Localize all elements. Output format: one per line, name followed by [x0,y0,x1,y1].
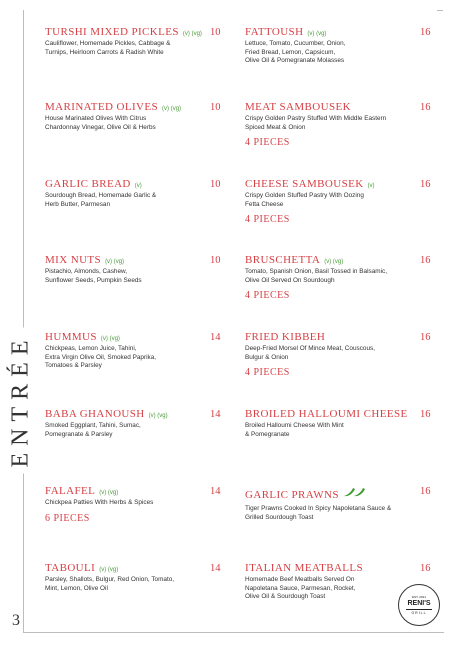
description-line: Parsley, Shallots, Bulgur, Red Onion, Tomato, [45,576,175,583]
description-line: Pistachio, Almonds, Cashew, [45,268,128,275]
menu-item-description [45,576,235,593]
dietary-tags: (v) (vg) [99,490,119,496]
description-line: Pomegranate & Parsley [45,430,113,438]
piece-count: 4 PIECES [245,367,290,379]
menu-item-price: 14 [210,409,221,420]
menu-item-price: 16 [420,409,431,420]
menu-item-name: FATTOUSH [245,26,304,38]
description-line: Extra Virgin Olive Oil, Smoked Paprika, [45,353,157,361]
menu-item-description [245,268,435,285]
logo-sub: GRILL [411,611,427,615]
dietary-tags: (v) (vg) [99,567,119,573]
menu-item [45,254,235,285]
description-line: Homemade Beef Meatballs Served On [245,576,355,583]
description-line: Chardonnay Vinegar, Olive Oil & Herbs [45,123,156,131]
logo-divider [406,609,432,610]
menu-item-header [45,101,235,113]
menu-item [245,178,435,225]
menu-item-name: MIX NUTS [45,254,102,266]
description-line: Tomato, Spanish Onion, Basil Tossed in Balsamic, [245,268,387,275]
description-line: Sunflower Seeds, Pumpkin Seeds [45,276,142,284]
menu-item-description [245,422,435,439]
description-line: Lettuce, Tomato, Cucumber, Onion, [245,40,346,47]
menu-item-header [245,26,435,38]
frame-corner [437,10,443,11]
description-line: Grilled Sourdough Toast [245,513,314,521]
menu-item-header [45,331,235,343]
page-number: 3 [12,612,20,629]
menu-item-description [45,40,235,57]
section-title: ENTRÉE [8,327,35,473]
menu-item-name: BRUSCHETTA [245,254,321,266]
menu-item-name: BROILED HALLOUMI CHEESE [245,408,408,420]
menu-item-name: FALAFEL [45,485,96,497]
menu-item-price: 10 [210,102,221,113]
menu-item-header [245,331,435,343]
description-line: Olive Oil & Pomegranate Molasses [245,57,345,65]
menu-item-name: TABOULI [45,562,96,574]
menu-item-price: 10 [210,255,221,266]
description-line: Mint, Lemon, Olive Oil [45,584,108,592]
dietary-tags: (v) (vg) [307,31,327,37]
menu-item [245,26,435,66]
description-line: Olive Oil Served On Sourdough [245,276,335,284]
description-line: House Marinated Olives With Citrus [45,115,147,122]
dietary-tags: (v) [134,183,142,189]
description-line: Crispy Golden Stuffed Pastry With Oozing [245,192,364,199]
menu-item-price: 16 [420,179,431,190]
menu-item-header [45,408,235,420]
menu-item-description [45,268,235,285]
menu-item [45,26,235,57]
description-line: Olive Oil & Sourdough Toast [245,593,326,601]
description-line: Crispy Golden Pastry Stuffed With Middle Eastern [245,115,387,122]
description-line: Smoked Eggplant, Tahini, Sumac, [45,422,141,429]
menu-item-description [245,345,435,362]
menu-item-name: ITALIAN MEATBALLS [245,562,364,574]
description-line: Cauliflower, Homemade Pickles, Cabbage & [45,40,171,47]
renis-grill-logo [398,584,440,626]
logo-top-text: EST. 2021 [412,595,426,599]
menu-item-header [45,485,235,497]
description-line: Fried Bread, Lemon, Capsicum, [245,48,336,56]
description-line: & Pomegranate [245,430,290,438]
piece-count: 4 PIECES [245,290,290,302]
menu-item [45,408,235,439]
menu-item-name: CHEESE SAMBOUSEK [245,178,364,190]
menu-item-name: MEAT SAMBOUSEK [245,101,351,113]
menu-item [245,101,435,148]
menu-item-header [245,485,435,503]
menu-item [245,485,435,522]
menu-item-price: 16 [420,255,431,266]
menu-item [45,562,235,593]
menu-item-price: 14 [210,332,221,343]
menu-item-description [45,115,235,132]
menu-item-header [245,101,435,113]
menu-item-description [45,422,235,439]
description-line: Fetta Cheese [245,200,284,208]
dietary-tags: (v) [367,183,375,189]
chili-icon [343,485,367,503]
description-line: Tomatoes & Parsley [45,362,102,370]
menu-item-description [45,499,235,508]
menu-item [245,254,435,301]
dietary-tags: (v) (vg) [162,106,182,112]
menu-item-price: 16 [420,563,431,574]
menu-item-name: MARINATED OLIVES [45,101,159,113]
menu-item-description [245,192,435,209]
menu-item-name: TURSHI MIXED PICKLES [45,26,179,38]
menu-item [45,485,235,524]
menu-item-price: 10 [210,27,221,38]
description-line: Spiced Meat & Onion [245,123,306,131]
description-line: Broiled Halloumi Cheese With Mint [245,422,344,429]
menu-item-name: BABA GHANOUSH [45,408,145,420]
menu-item-name: GARLIC PRAWNS [245,489,339,501]
menu-item-header [245,408,435,420]
menu-item-description [245,505,435,522]
menu-item [45,101,235,132]
menu-item-description [245,40,435,66]
menu-item-name: GARLIC BREAD [45,178,131,190]
menu-item-price: 14 [210,486,221,497]
menu-item-name: FRIED KIBBEH [245,331,326,343]
description-line: Herb Butter, Parmesan [45,200,111,208]
piece-count: 4 PIECES [245,214,290,226]
menu-item-header [245,254,435,266]
dietary-tags: (v) (vg) [148,413,168,419]
logo-brand: RENI'S [407,600,431,607]
dietary-tags: (v) (vg) [105,259,125,265]
description-line: Chickpea Patties With Herbs & Spices [45,499,154,506]
menu-item-header [245,178,435,190]
description-line: Deep-Fried Morsel Of Mince Meat, Couscous, [245,345,375,352]
menu-item-header [245,562,435,574]
piece-count: 4 PIECES [245,137,290,149]
description-line: Sourdough Bread, Homemade Garlic & [45,192,157,199]
description-line: Chickpeas, Lemon Juice, Tahini, [45,345,137,352]
menu-item-price: 16 [420,27,431,38]
dietary-tags: (v) (vg) [100,336,120,342]
menu-item-description [45,345,235,371]
menu-item-price: 16 [420,486,431,497]
menu-item-price: 10 [210,179,221,190]
menu-item-description [45,192,235,209]
dietary-tags: (v) (vg) [182,31,202,37]
menu-item-price: 16 [420,332,431,343]
description-line: Napoletana Sauce, Parmesan, Rocket, [245,584,356,592]
description-line: Bulgur & Onion [245,353,289,361]
menu-item-price: 16 [420,102,431,113]
menu-item [45,331,235,371]
menu-item [245,408,435,439]
menu-item-price: 14 [210,563,221,574]
description-line: Tiger Prawns Cooked In Spicy Napoletana Sauce & [245,505,392,512]
menu-item-header [45,26,235,38]
dietary-tags: (v) (vg) [324,259,344,265]
description-line: Turnips, Heirloom Carrots & Radish White [45,48,164,56]
menu-item [45,178,235,209]
menu-item-description [245,115,435,132]
menu-item-name: HUMMUS [45,331,97,343]
menu-item [245,331,435,378]
menu-item-header [45,254,235,266]
piece-count: 6 PIECES [45,512,90,524]
menu-item-header [45,178,235,190]
section-title-vertical [6,325,36,475]
menu-item-header [45,562,235,574]
